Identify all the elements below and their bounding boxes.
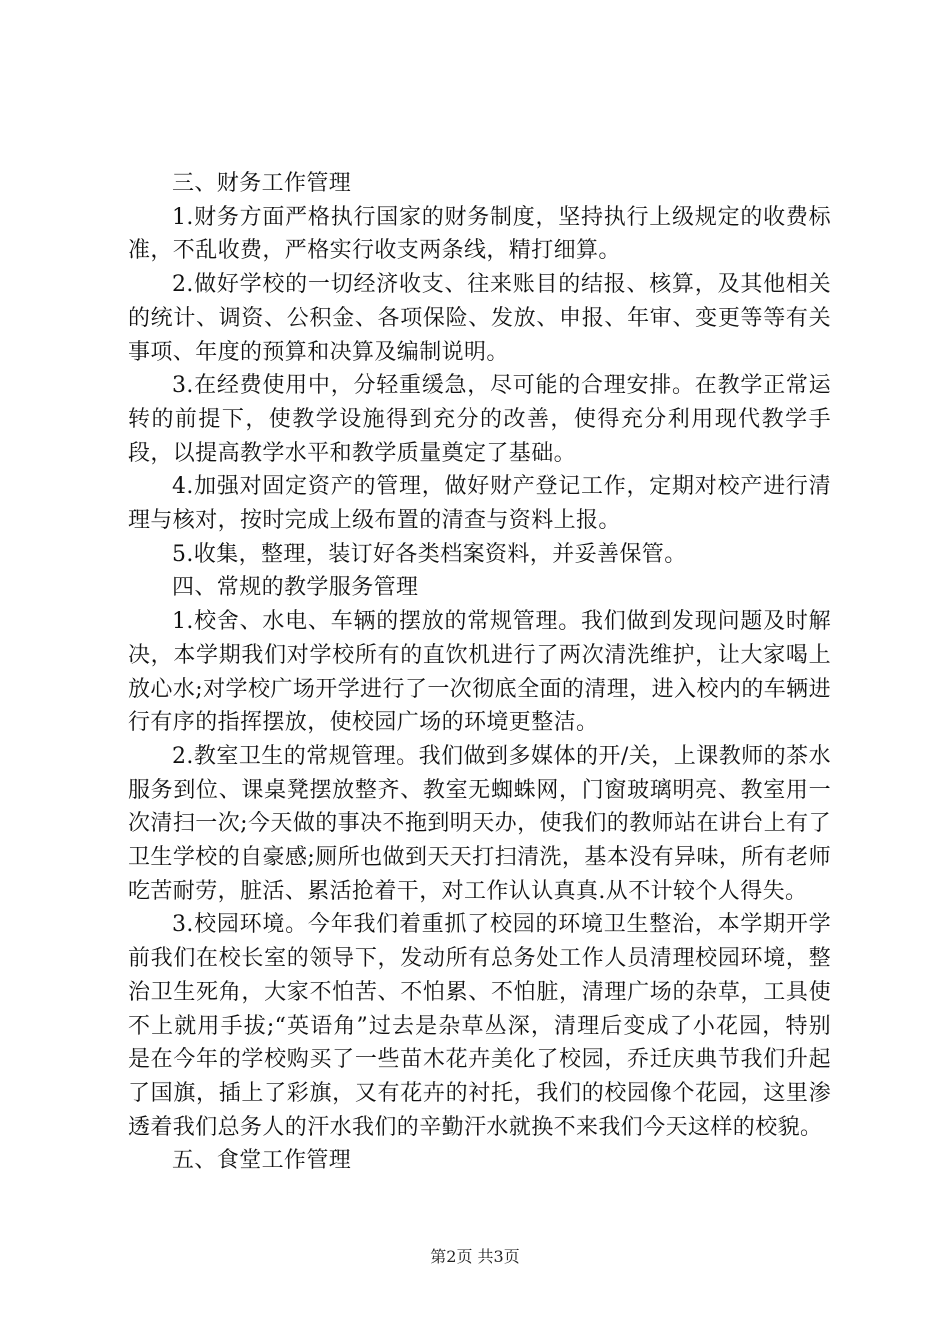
document-body <box>128 167 831 1178</box>
paragraph: 4.加强对固定资产的管理，做好财产登记工作，定期对校产进行清理与核对，按时完成上级布置的清查与资料上报。 <box>128 474 831 534</box>
page-footer: 第2页 共3页 <box>430 1247 520 1266</box>
paragraph: 3.校园环境。今年我们着重抓了校园的环境卫生整治，本学期开学前我们在校长室的领导下，发动所有总务处工作人员清理校园环境，整治卫生死角，大家不怕苦、不怕累、不怕脏，清理广场的杂草，工具使不上就用手拔;“英语角”过去是杂草丛深，清理后变成了小花园，特别是在今年的学校购买了一些苗木花卉美化了校园，乔迁庆典节我们升起了国旗，插上了彩旗，又有花卉的衬托，我们的校园像个花园，这里渗透着我们总务人的汗水我们的辛勤汗水就换不来我们今天这样的校貌。 <box>128 912 831 1140</box>
section-heading-canteen: 五、食堂工作管理 <box>172 1148 352 1174</box>
paragraph: 5.收集，整理，装订好各类档案资料，并妥善保管。 <box>172 541 687 567</box>
paragraph: 1.财务方面严格执行国家的财务制度，坚持执行上级规定的收费标准，不乱收费，严格实行收支两条线，精打细算。 <box>128 204 831 264</box>
section-heading-finance: 三、财务工作管理 <box>172 171 352 196</box>
paragraph: 1.校舍、水电、车辆的摆放的常规管理。我们做到发现问题及时解决，本学期我们对学校所有的直饮机进行了两次清洗维护，让大家喝上放心水;对学校广场开学进行了一次彻底全面的清理，进入校内的车辆进行有序的指挥摆放，使校园广场的环境更整洁。 <box>128 609 831 736</box>
paragraph: 3.在经费使用中，分轻重缓急，尽可能的合理安排。在教学正常运转的前提下，使教学设施得到充分的改善，使得充分利用现代教学手段，以提高教学水平和教学质量奠定了基础。 <box>128 373 831 466</box>
paragraph: 2.做好学校的一切经济收支、往来账目的结报、核算，及其他相关的统计、调资、公积金、各项保险、发放、申报、年审、变更等等有关事项、年度的预算和决算及编制说明。 <box>128 272 831 365</box>
paragraph: 2.教室卫生的常规管理。我们做到多媒体的开/关，上课教师的茶水服务到位、课桌凳摆放整齐、教室无蜘蛛网，门窗玻璃明亮、教室用一次清扫一次;今天做的事决不拖到明天办，使我们的教师站在讲台上有了卫生学校的自豪感;厕所也做到天天打扫清洗，基本没有异味，所有老师吃苦耐劳，脏活、累活抢着干，对工作认认真真.从不计较个人得失。 <box>128 743 831 904</box>
section-heading-teaching-service: 四、常规的教学服务管理 <box>172 575 419 601</box>
